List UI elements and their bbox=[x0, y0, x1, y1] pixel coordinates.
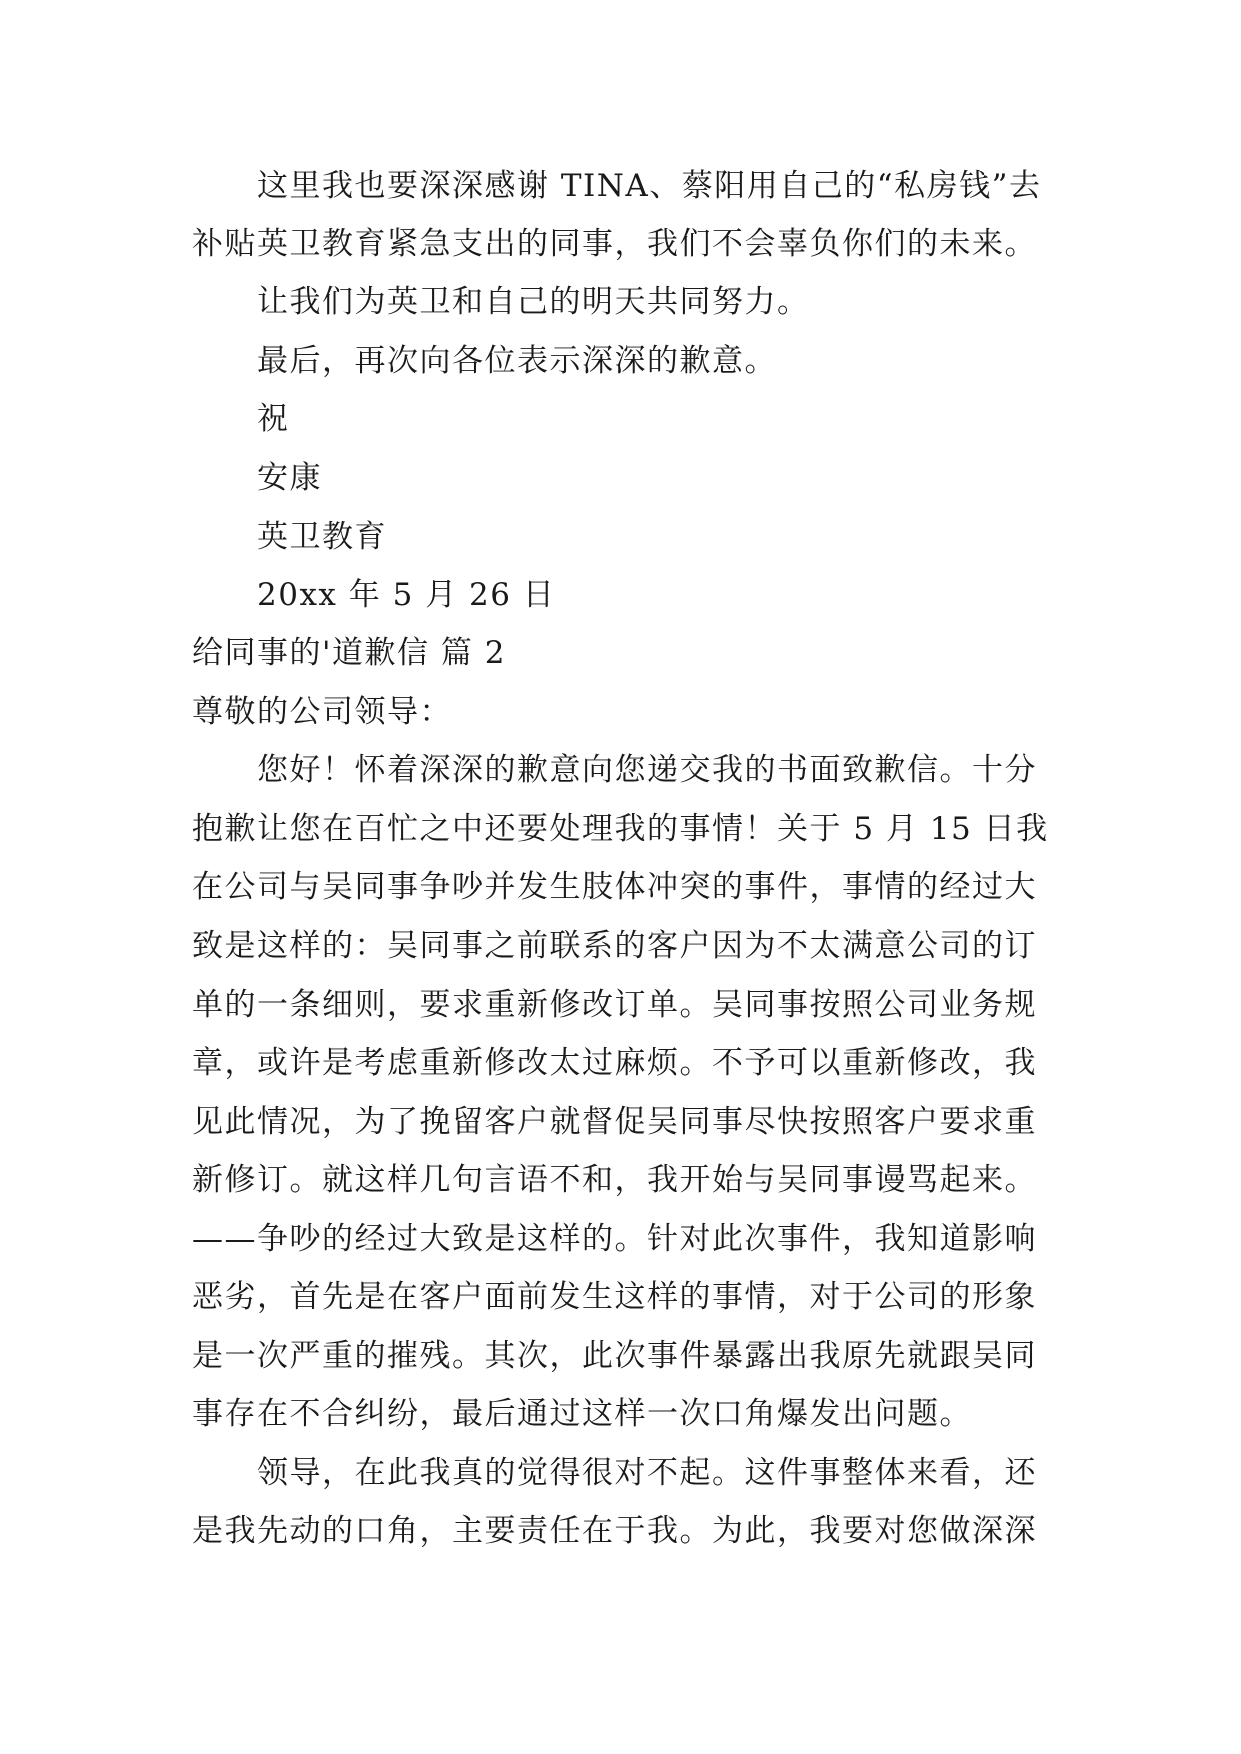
text-line: 章，或许是考虑重新修改太过麻烦。不予可以重新修改，我 bbox=[192, 1045, 1037, 1081]
text-line: 恶劣，首先是在客户面前发生这样的事情，对于公司的形象 bbox=[192, 1279, 1037, 1315]
text-line: 让我们为英卫和自己的明天共同努力。 bbox=[257, 284, 810, 320]
section-heading: 给同事的'道歉信 篇 2 bbox=[192, 635, 506, 671]
text-line: 领导，在此我真的觉得很对不起。这件事整体来看，还 bbox=[257, 1455, 1037, 1491]
text-line: 在公司与吴同事争吵并发生肢体冲突的事件，事情的经过大 bbox=[192, 869, 1037, 905]
text-line: 是我先动的口角，主要责任在于我。为此，我要对您做深深 bbox=[192, 1513, 1037, 1549]
text-line: 新修订。就这样几句言语不和，我开始与吴同事谩骂起来。 bbox=[192, 1162, 1037, 1198]
text-line: 安康 bbox=[257, 460, 322, 496]
text-line: 这里我也要深深感谢 TINA、蔡阳用自己的“私房钱”去 bbox=[257, 168, 1042, 204]
text-line: 是一次严重的摧残。其次，此次事件暴露出我原先就跟吴同 bbox=[192, 1338, 1037, 1374]
salutation: 尊敬的公司领导： bbox=[192, 694, 452, 730]
text-line: 最后，再次向各位表示深深的歉意。 bbox=[257, 343, 777, 379]
text-line: 您好！怀着深深的歉意向您递交我的书面致歉信。十分 bbox=[257, 752, 1037, 788]
text-line: 祝 bbox=[257, 401, 290, 437]
text-line: 抱歉让您在百忙之中还要处理我的事情！关于 5 月 15 日我 bbox=[192, 811, 1049, 847]
signature-date: 20xx 年 5 月 26 日 bbox=[257, 577, 556, 613]
text-line: 致是这样的：吴同事之前联系的客户因为不太满意公司的订 bbox=[192, 928, 1037, 964]
text-line: 事存在不合纠纷，最后通过这样一次口角爆发出问题。 bbox=[192, 1396, 972, 1432]
text-line: 见此情况，为了挽留客户就督促吴同事尽快按照客户要求重 bbox=[192, 1104, 1037, 1140]
text-line: 补贴英卫教育紧急支出的同事，我们不会辜负你们的未来。 bbox=[192, 226, 1037, 262]
text-line: 单的一条细则，要求重新修改订单。吴同事按照公司业务规 bbox=[192, 987, 1037, 1023]
signature-org: 英卫教育 bbox=[257, 519, 387, 555]
text-line: ——争吵的经过大致是这样的。针对此次事件，我知道影响 bbox=[192, 1221, 1037, 1257]
